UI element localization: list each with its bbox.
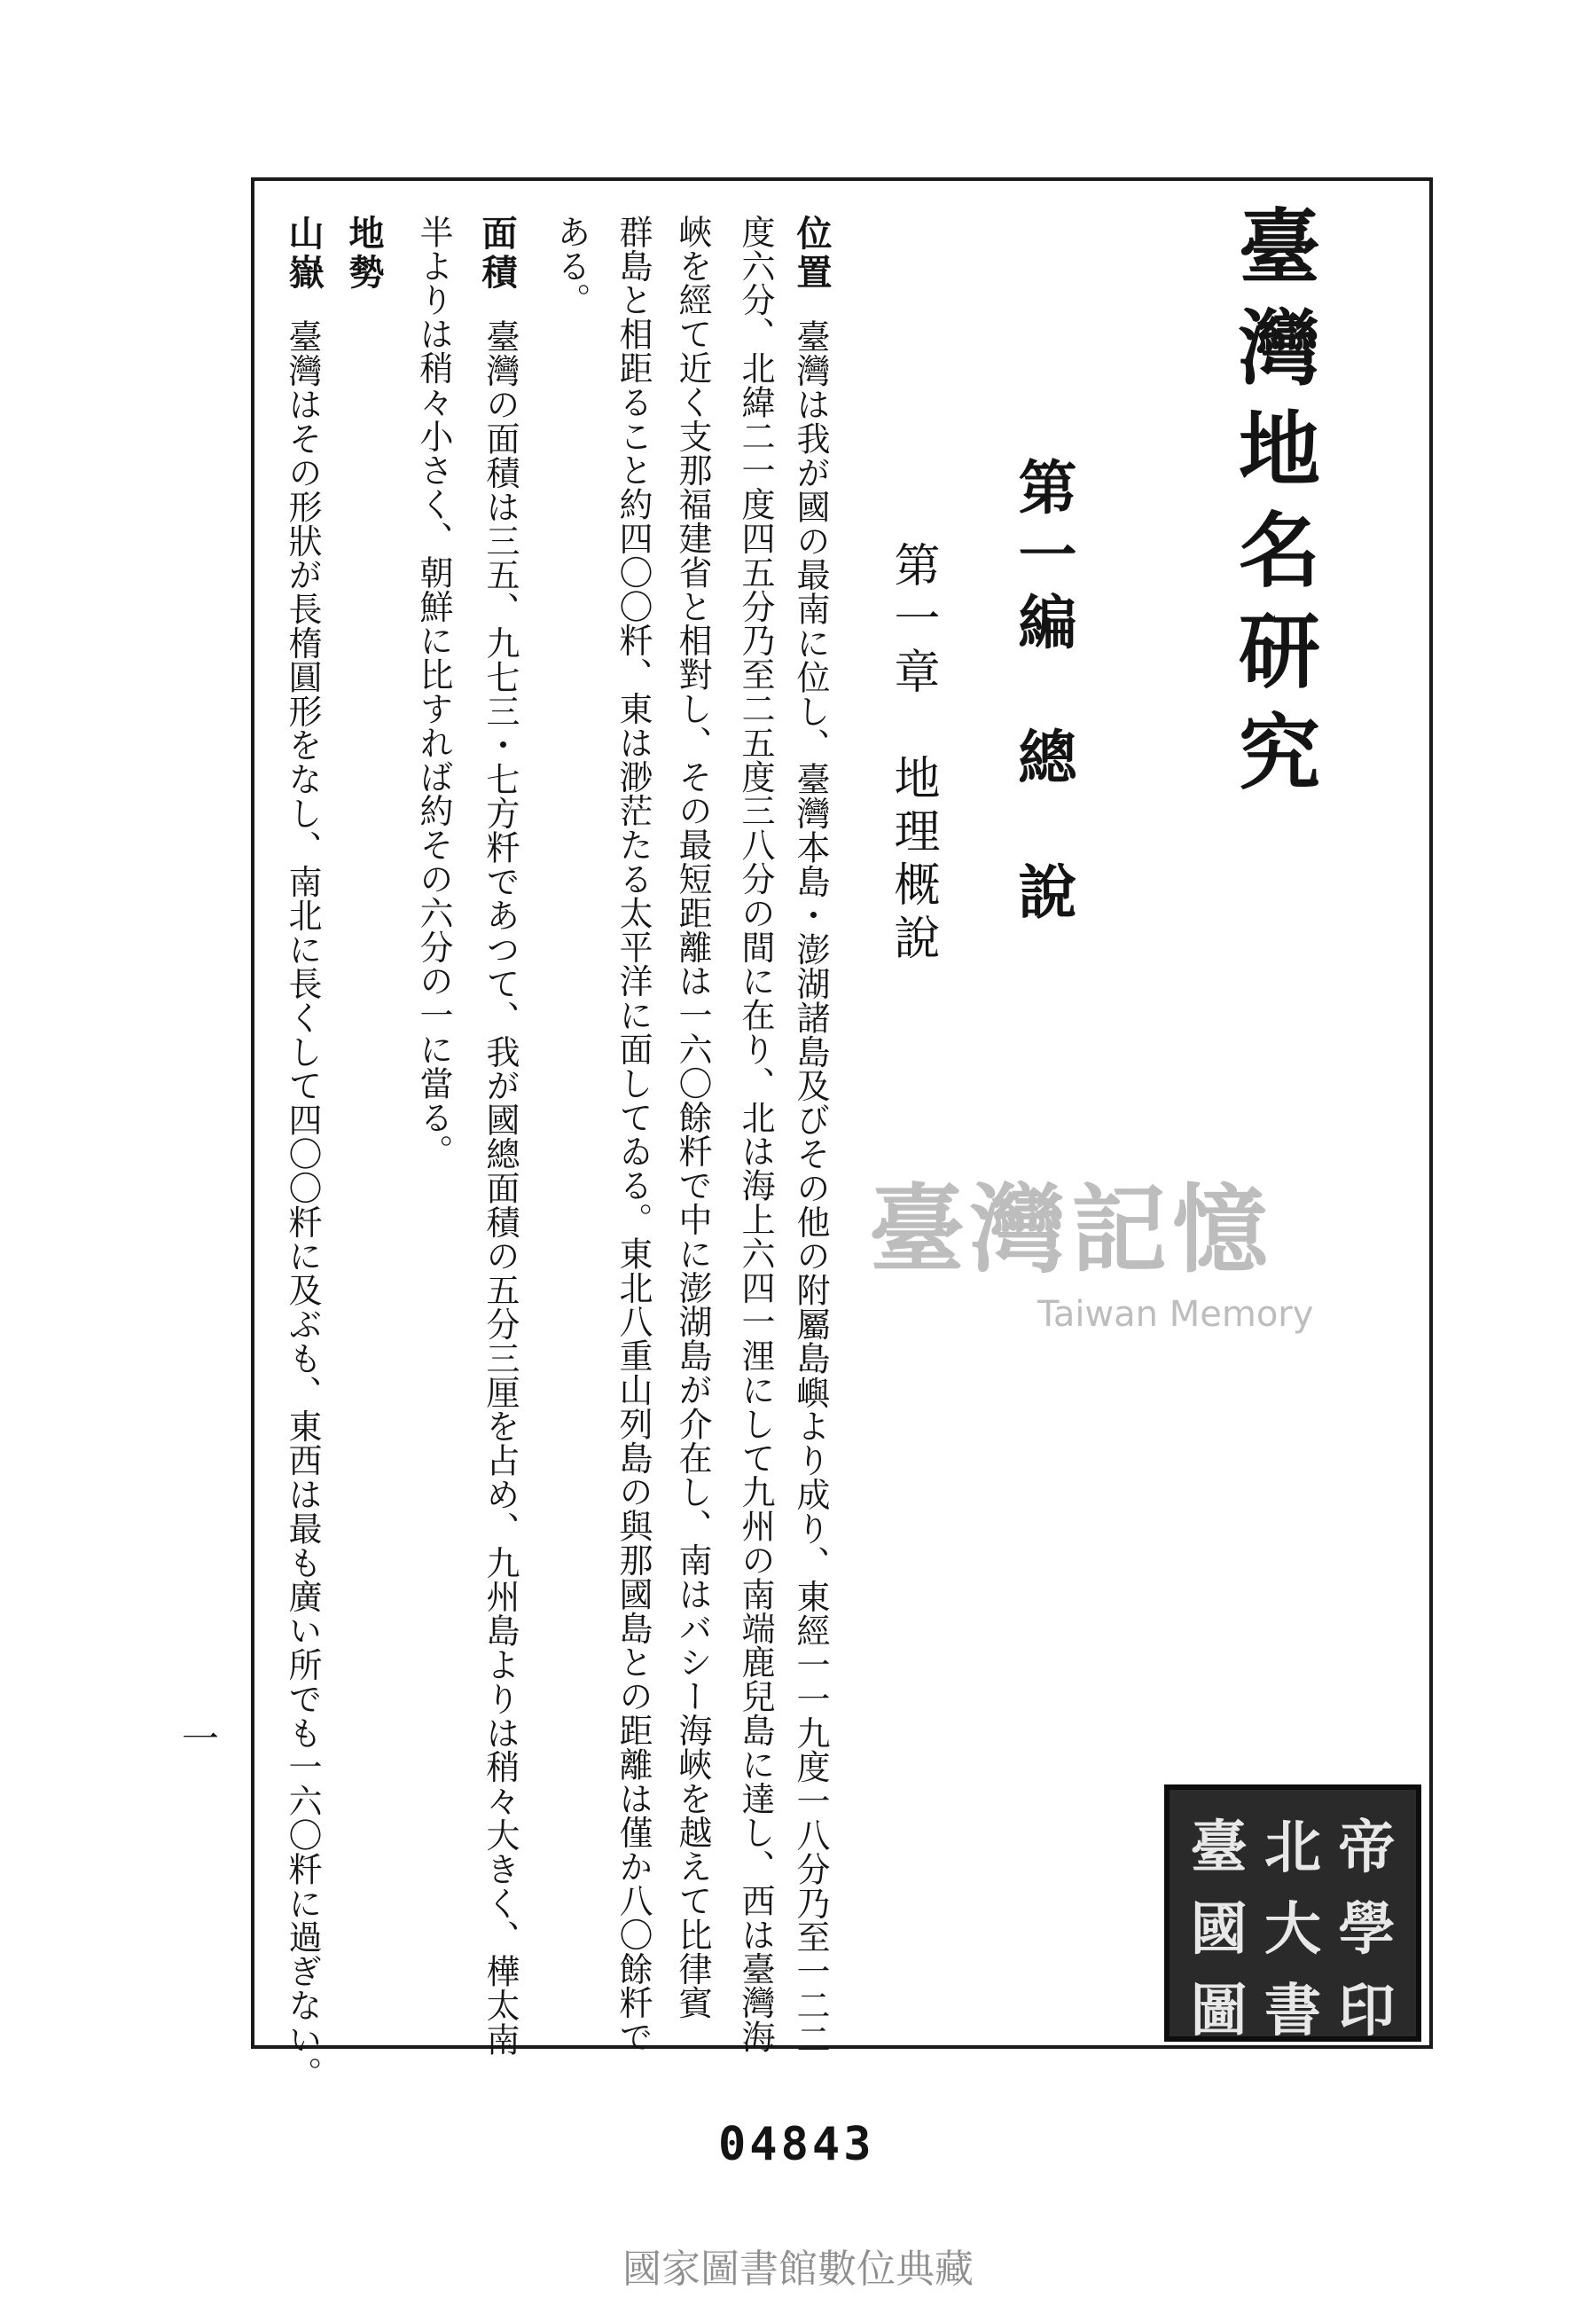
seal-char: 國 — [1190, 1896, 1248, 1963]
seal-char: 學 — [1338, 1896, 1396, 1963]
body-column: ある。 — [552, 215, 591, 318]
catalog-number: 04843 — [718, 2118, 875, 2171]
body-column: 半よりは稍々小さく、朝鮮に比すれば約その六分の一に當る。 — [414, 215, 453, 1169]
watermark-cjk: 臺灣記憶 — [869, 1175, 1274, 1286]
book-title: 臺灣地名研究 — [1225, 204, 1321, 811]
seal-char: 圖 — [1190, 1978, 1248, 2044]
seal-char: 書 — [1264, 1978, 1321, 2044]
body-column: 臺灣はその形狀が長楕圓形をなし、南北に長くして四〇〇粁に及ぶも、東西は最も廣い所でも一六〇粁に過ぎない。 — [283, 319, 322, 2090]
seal-char: 大 — [1264, 1896, 1321, 1963]
footer-source: 國家圖書館數位典藏 — [622, 2247, 974, 2292]
body-column: 峽を經て近く支那福建省と相對し、その最短距離は一六〇餘粁で中に澎湖島が介在し、南はバシー海峽を越えて比律賓 — [673, 215, 712, 2020]
seal-char: 帝 — [1338, 1815, 1396, 1881]
seal-char: 北 — [1264, 1815, 1321, 1881]
library-seal-stamp — [1164, 1784, 1421, 2042]
section-heading-position: 位置 — [791, 215, 833, 293]
body-column: 群島と相距ること約四〇〇粁、東は渺茫たる太平洋に面してゐる。東北八重山列島の與那國島との距離は僅か八〇餘粁で — [614, 215, 653, 2054]
part-heading: 第一編 總 說 — [1008, 457, 1077, 929]
watermark-en: Taiwan Memory — [1037, 1294, 1314, 1335]
section-heading-area: 面積 — [476, 215, 518, 293]
body-column: 臺灣の面積は三五、九七三・七方粁であつて、我が國總面積の五分三厘を占め、九州島よりは稍々大きく、樺太南 — [481, 319, 520, 2057]
body-column: 臺灣は我が國の最南に位し、臺灣本島・澎湖諸島及びその他の附屬島嶼より成り、東經一一九度一八分乃至一二二 — [791, 319, 830, 2057]
page-number: 一 — [182, 1717, 220, 1761]
chapter-heading: 第一章 地理概說 — [886, 541, 939, 967]
body-column: 度六分、北緯二一度四五分乃至二五度三八分の間に在り、北は海上六四一浬にして九州の南端鹿兒島に達し、西は臺灣海 — [736, 215, 775, 2054]
section-heading-terrain: 地勢 — [343, 215, 385, 293]
seal-char: 印 — [1338, 1978, 1396, 2044]
section-heading-mountains: 山嶽 — [283, 215, 325, 293]
seal-char: 臺 — [1190, 1815, 1248, 1881]
